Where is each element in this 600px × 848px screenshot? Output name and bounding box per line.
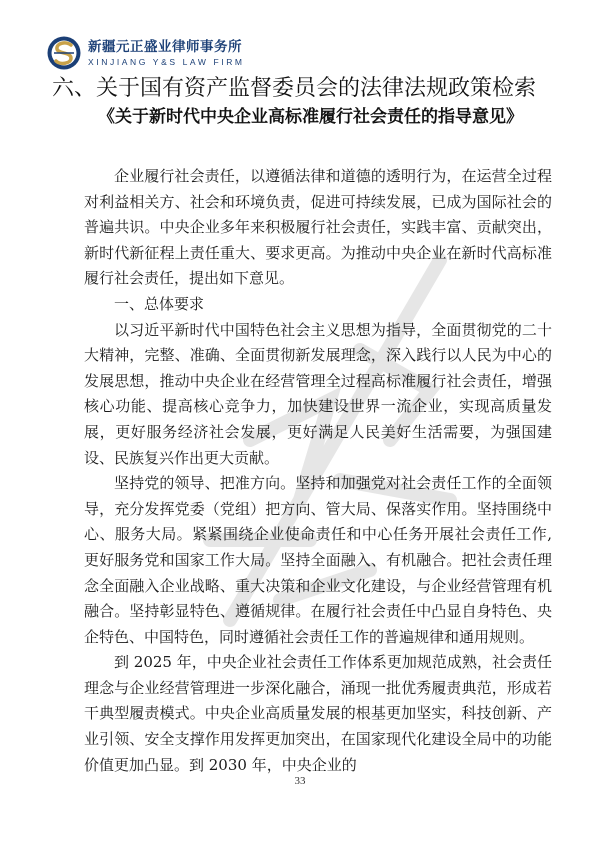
heading-general-requirements: 一、总体要求 [114, 294, 205, 313]
firm-logo-icon [46, 35, 82, 71]
firm-name-cn: 新疆元正盛业律师事务所 [88, 38, 242, 55]
paragraph-goals: 到 2025 年，中央企业社会责任工作体系更加规范成熟，社会责任理念与企业经营管理进一步深化融合，涌现一批优秀履责典范，形成若干典型履责模式。中央企业高质量发展的根基更加坚实，科技创新、产业引领、安全支撑作用发挥更加突出，在国家现代化建设全局中的功能价值更加凸显。到 2030 年，中央企业的 [84, 653, 552, 774]
paragraph-intro: 企业履行社会责任，以遵循法律和道德的透明行为，在运营全过程对利益相关方、社会和环境负责，促进可持续发展，已成为国际社会的普遍共识。中央企业多年来积极履行社会责任，实践丰富、贡献突出，新时代新征程上责任重大、要求更高。为推动中央企业在新时代高标准履行社会责任，提出如下意见。 [84, 167, 552, 288]
paragraph-principles: 坚持党的领导、把准方向。坚持和加强党对社会责任工作的全面领导，充分发挥党委（党组）把方向、管大局、保落实作用。坚持围绕中心、服务大局。紧紧围绕企业使命责任和中心任务开展社会责任工作,更好服务党和国家工作大局。坚持全面融入、有机融合。把社会责任理念全面融入企业战略、重大决策和企业文化建设，与企业经营管理有机融合。坚持彰显特色、遵循规律。在履行社会责任中凸显自身特色、央企特色、中国特色，同时遵循社会责任工作的普遍规律和通用规则。 [84, 474, 552, 646]
document-body [84, 164, 552, 778]
letterhead [46, 33, 245, 73]
document-title: 《关于新时代中央企业高标准履行社会责任的指导意见》 [98, 107, 523, 127]
firm-name-en: XINJIANG Y&S LAW FIRM [88, 56, 245, 67]
page-number: 33 [294, 775, 306, 787]
paragraph-guiding-thought: 以习近平新时代中国特色社会主义思想为指导，全面贯彻党的二十大精神，完整、准确、全面贯彻新发展理念，深入践行以人民为中心的发展思想，推动中央企业在经营管理全过程高标准履行社会责任，增强核心功能、提高核心竞争力，加快建设世界一流企业，实现高质量发展，更好服务经济社会发展，更好满足人民美好生活需要，为强国建设、民族复兴作出更大贡献。 [84, 320, 552, 467]
section-title: 六、关于国有资产监督委员会的法律法规政策检索 [52, 76, 537, 101]
